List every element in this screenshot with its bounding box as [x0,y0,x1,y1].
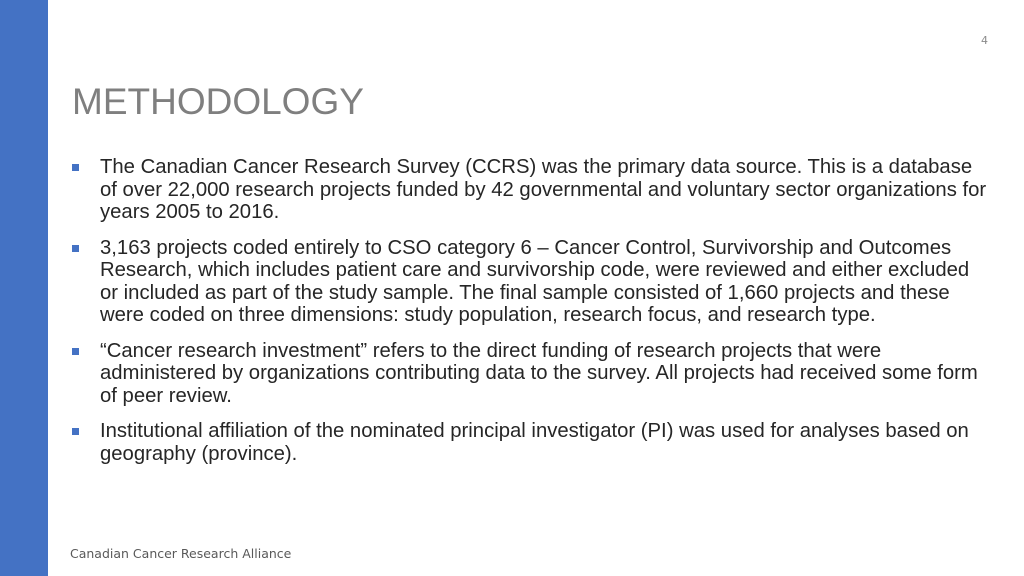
bullet-item [72,340,992,408]
slide-title: METHODOLOGY [72,81,364,122]
bullet-text: The Canadian Cancer Research Survey (CCRS) was the primary data source. This is a database of over 22,000 research projects funded by 42 governmental and voluntary sector organizations for years 2005 to 2016. [100,156,987,223]
bullet-text: Institutional affiliation of the nominated principal investigator (PI) was used for analyses based on geography (province). [100,420,969,465]
bullet-text: “Cancer research investment” refers to the direct funding of research projects that were administered by organizations contributing data to the survey. All projects had received some form of peer review. [100,339,978,407]
square-bullet-icon [72,164,79,171]
square-bullet-icon [72,428,79,435]
bullet-item [72,156,992,224]
square-bullet-icon [72,348,79,355]
page-number: 4 [981,34,988,47]
footer-organization: Canadian Cancer Research Alliance [70,546,292,561]
bullet-item [72,237,992,327]
square-bullet-icon [72,245,79,252]
left-accent-bar [0,0,48,576]
bullet-item [72,420,992,465]
bullet-list [72,156,992,478]
bullet-text: 3,163 projects coded entirely to CSO category 6 – Cancer Control, Survivorship and Outcomes Research, which includes patient care and survivorship code, were reviewed and either excluded or included as part of the study sample. The final sample consisted of 1,660 projects and these were coded on three dimensions: study population, research focus, and research type. [100,236,970,326]
